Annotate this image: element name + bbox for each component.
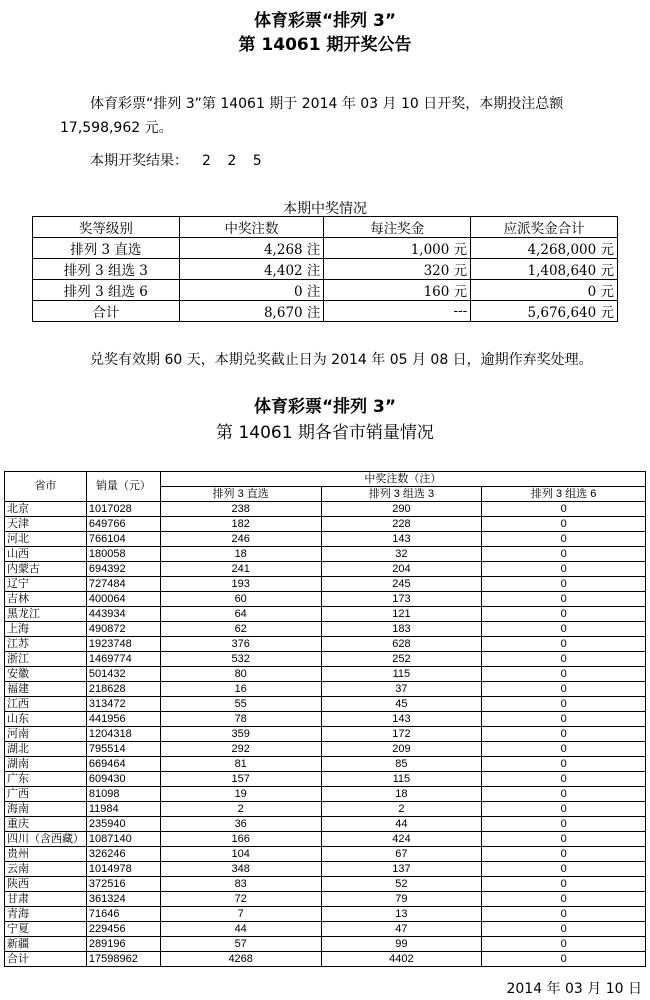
- table-row: [5, 817, 646, 832]
- table-cell: 安徽: [5, 667, 87, 682]
- header-sub-cell: 排列 3 直选: [160, 487, 321, 502]
- table-cell: 山东: [5, 712, 87, 727]
- table-cell: 52: [321, 877, 482, 892]
- table-cell: 81098: [86, 787, 160, 802]
- table-cell: 海南: [5, 802, 87, 817]
- table-cell: 0: [482, 757, 646, 772]
- table-cell: 694392: [86, 562, 160, 577]
- header-cell: 每注奖金: [324, 217, 471, 238]
- table-cell: 0: [482, 922, 646, 937]
- table-cell: 359: [160, 727, 321, 742]
- table-cell: 辽宁: [5, 577, 87, 592]
- table-cell: 81: [160, 757, 321, 772]
- table-cell: 64: [160, 607, 321, 622]
- table-cell: 贵州: [5, 847, 87, 862]
- table-row: [5, 712, 646, 727]
- table-cell: 246: [160, 532, 321, 547]
- table-cell: 204: [321, 562, 482, 577]
- table-cell: 2: [160, 802, 321, 817]
- table-cell: 13: [321, 907, 482, 922]
- closing-paragraph: 兑奖有效期 60 天，本期兑奖截止日为 2014 年 05 月 08 日，逾期作弃奖处理。: [90, 352, 593, 368]
- table-cell: 四川（含西藏）: [5, 832, 87, 847]
- table-cell: 72: [160, 892, 321, 907]
- table-cell: 172: [321, 727, 482, 742]
- table-cell: 福建: [5, 682, 87, 697]
- table-cell: 0: [482, 652, 646, 667]
- table-cell: 36: [160, 817, 321, 832]
- table-cell: 80: [160, 667, 321, 682]
- table-cell: 0: [482, 712, 646, 727]
- prize-table-caption: 本期中奖情况: [283, 201, 367, 217]
- table-cell: 天津: [5, 517, 87, 532]
- table-cell: 166: [160, 832, 321, 847]
- prize-table-cell: 合计: [33, 301, 180, 322]
- table-cell: 0: [482, 952, 646, 967]
- footer-date: 2014 年 03 月 10 日: [506, 981, 642, 997]
- table-cell: 0: [482, 607, 646, 622]
- table-row: [5, 697, 646, 712]
- table-row: [5, 892, 646, 907]
- table-cell: 501432: [86, 667, 160, 682]
- table-row: [5, 802, 646, 817]
- table-cell: 727484: [86, 577, 160, 592]
- table-cell: 235940: [86, 817, 160, 832]
- prize-table-cell: 排列 3 组选 6: [33, 280, 180, 301]
- table-cell: 重庆: [5, 817, 87, 832]
- table-cell: 0: [482, 682, 646, 697]
- table-row: [5, 877, 646, 892]
- table-cell: 甘肃: [5, 892, 87, 907]
- table-cell: 55: [160, 697, 321, 712]
- table-cell: 32: [321, 547, 482, 562]
- table-row: [5, 607, 646, 622]
- table-cell: 400064: [86, 592, 160, 607]
- table-cell: 44: [160, 922, 321, 937]
- table-row: [5, 517, 646, 532]
- table-cell: 180058: [86, 547, 160, 562]
- table-cell: 67: [321, 847, 482, 862]
- table-row: [5, 847, 646, 862]
- table-cell: 0: [482, 802, 646, 817]
- table-cell: 11984: [86, 802, 160, 817]
- table-row: [5, 832, 646, 847]
- prize-table-cell: 1,000 元: [324, 238, 471, 259]
- table-cell: 青海: [5, 907, 87, 922]
- table-cell: 山西: [5, 547, 87, 562]
- table-cell: 238: [160, 502, 321, 517]
- header-cell: 中奖注数: [179, 217, 324, 238]
- table-cell: 0: [482, 877, 646, 892]
- prize-table-row: [33, 238, 618, 259]
- prize-table-row: [33, 259, 618, 280]
- table-cell: 669464: [86, 757, 160, 772]
- table-cell: 2: [321, 802, 482, 817]
- table-cell: 0: [482, 637, 646, 652]
- prize-table: [32, 216, 618, 322]
- table-row: [5, 547, 646, 562]
- table-cell: 443934: [86, 607, 160, 622]
- table-cell: 广东: [5, 772, 87, 787]
- table-cell: 143: [321, 712, 482, 727]
- table-cell: 157: [160, 772, 321, 787]
- table-cell: 0: [482, 832, 646, 847]
- table-row: [5, 502, 646, 517]
- table-cell: 陕西: [5, 877, 87, 892]
- table-cell: 0: [482, 907, 646, 922]
- table-cell: 宁夏: [5, 922, 87, 937]
- table-cell: 湖北: [5, 742, 87, 757]
- table-cell: 229456: [86, 922, 160, 937]
- prize-table-row: [33, 280, 618, 301]
- table-row: [5, 937, 646, 952]
- header-sales: 销量（元）: [86, 472, 160, 502]
- table-cell: 137: [321, 862, 482, 877]
- table-cell: 0: [482, 772, 646, 787]
- table-cell: 609430: [86, 772, 160, 787]
- table-row: [5, 577, 646, 592]
- announcement-subtitle: 第 14061 期开奖公告: [238, 35, 412, 55]
- table-cell: 209: [321, 742, 482, 757]
- prize-table-cell: 5,676,640 元: [471, 301, 618, 322]
- table-cell: 0: [482, 817, 646, 832]
- table-cell: 218628: [86, 682, 160, 697]
- table-cell: 0: [482, 862, 646, 877]
- table-row: [5, 532, 646, 547]
- prize-table-cell: 4,268,000 元: [471, 238, 618, 259]
- table-cell: 37: [321, 682, 482, 697]
- table-cell: 新疆: [5, 937, 87, 952]
- table-cell: 121: [321, 607, 482, 622]
- table-row: [5, 757, 646, 772]
- prize-table-row: [33, 301, 618, 322]
- table-row: [5, 727, 646, 742]
- table-cell: 57: [160, 937, 321, 952]
- header-province: 省市: [5, 472, 87, 502]
- table-cell: 湖南: [5, 757, 87, 772]
- table-cell: 吉林: [5, 592, 87, 607]
- table-cell: 18: [160, 547, 321, 562]
- table-cell: 104: [160, 847, 321, 862]
- table-cell: 44: [321, 817, 482, 832]
- prize-table-cell: 排列 3 直选: [33, 238, 180, 259]
- prize-table-cell: 0 元: [471, 280, 618, 301]
- table-row: [5, 742, 646, 757]
- table-cell: 241: [160, 562, 321, 577]
- table-cell: 71646: [86, 907, 160, 922]
- table-cell: 0: [482, 622, 646, 637]
- table-row: [5, 562, 646, 577]
- table-cell: 47: [321, 922, 482, 937]
- table-cell: 78: [160, 712, 321, 727]
- table-cell: 193: [160, 577, 321, 592]
- prize-table-cell: 4,402 注: [179, 259, 324, 280]
- table-cell: 245: [321, 577, 482, 592]
- table-cell: 0: [482, 727, 646, 742]
- intro-paragraph: 体育彩票“排列 3”第 14061 期于 2014 年 03 月 10 日开奖，本期投注总额 17,598,962 元。: [60, 96, 564, 136]
- table-cell: 60: [160, 592, 321, 607]
- table-cell: 289196: [86, 937, 160, 952]
- sales-title: 体育彩票“排列 3”: [253, 397, 397, 417]
- table-cell: 83: [160, 877, 321, 892]
- header-sub-cell: 排列 3 组选 3: [321, 487, 482, 502]
- table-cell: 228: [321, 517, 482, 532]
- table-cell: 0: [482, 577, 646, 592]
- table-cell: 173: [321, 592, 482, 607]
- result-label: 本期开奖结果：: [90, 153, 188, 169]
- table-cell: 361324: [86, 892, 160, 907]
- table-cell: 628: [321, 637, 482, 652]
- table-cell: 0: [482, 742, 646, 757]
- table-cell: 河北: [5, 532, 87, 547]
- table-row: [5, 667, 646, 682]
- table-cell: 0: [482, 892, 646, 907]
- table-row: [5, 592, 646, 607]
- table-cell: 江苏: [5, 637, 87, 652]
- table-cell: 北京: [5, 502, 87, 517]
- header-wins: 中奖注数（注）: [160, 472, 645, 487]
- table-cell: 85: [321, 757, 482, 772]
- table-cell: 0: [482, 532, 646, 547]
- table-cell: 1014978: [86, 862, 160, 877]
- table-row: [5, 652, 646, 667]
- table-cell: 45: [321, 697, 482, 712]
- table-cell: 326246: [86, 847, 160, 862]
- table-cell: 441956: [86, 712, 160, 727]
- table-cell: 348: [160, 862, 321, 877]
- table-cell: 372516: [86, 877, 160, 892]
- table-cell: 云南: [5, 862, 87, 877]
- prize-table-cell: 4,268 注: [179, 238, 324, 259]
- table-cell: 18: [321, 787, 482, 802]
- table-cell: 17598962: [86, 952, 160, 967]
- table-cell: 649766: [86, 517, 160, 532]
- table-cell: 532: [160, 652, 321, 667]
- table-cell: 182: [160, 517, 321, 532]
- table-cell: 292: [160, 742, 321, 757]
- table-cell: 290: [321, 502, 482, 517]
- result-numbers: 2 2 5: [202, 153, 268, 169]
- table-cell: 0: [482, 517, 646, 532]
- table-cell: 143: [321, 532, 482, 547]
- prize-table-cell: 0 注: [179, 280, 324, 301]
- table-row: [5, 622, 646, 637]
- table-cell: 4402: [321, 952, 482, 967]
- header-sub-cell: 排列 3 组选 6: [482, 487, 646, 502]
- table-cell: 79: [321, 892, 482, 907]
- table-cell: 0: [482, 562, 646, 577]
- table-cell: 0: [482, 502, 646, 517]
- prize-table-cell: 320 元: [324, 259, 471, 280]
- table-cell: 252: [321, 652, 482, 667]
- draw-result: [90, 150, 268, 170]
- table-cell: 0: [482, 697, 646, 712]
- table-cell: 黑龙江: [5, 607, 87, 622]
- table-cell: 16: [160, 682, 321, 697]
- table-cell: 0: [482, 547, 646, 562]
- table-cell: 62: [160, 622, 321, 637]
- table-cell: 0: [482, 847, 646, 862]
- table-cell: 4268: [160, 952, 321, 967]
- announcement-title: 体育彩票“排列 3”: [253, 11, 397, 31]
- table-row: [5, 637, 646, 652]
- table-row: [5, 772, 646, 787]
- table-cell: 1469774: [86, 652, 160, 667]
- prize-table-cell: 160 元: [324, 280, 471, 301]
- table-cell: 0: [482, 592, 646, 607]
- table-row: [5, 907, 646, 922]
- table-cell: 1017028: [86, 502, 160, 517]
- table-cell: 广西: [5, 787, 87, 802]
- table-cell: 183: [321, 622, 482, 637]
- table-row: [5, 682, 646, 697]
- table-cell: 115: [321, 772, 482, 787]
- table-cell: 1923748: [86, 637, 160, 652]
- table-cell: 内蒙古: [5, 562, 87, 577]
- table-cell: 江西: [5, 697, 87, 712]
- prize-table-header: [33, 217, 618, 238]
- table-row: [5, 922, 646, 937]
- prize-table-cell: 1,408,640 元: [471, 259, 618, 280]
- table-cell: 0: [482, 937, 646, 952]
- header-cell: 应派奖金合计: [471, 217, 618, 238]
- table-cell: 115: [321, 667, 482, 682]
- table-cell: 7: [160, 907, 321, 922]
- sales-table: [4, 471, 646, 967]
- table-cell: 1087140: [86, 832, 160, 847]
- prize-table-cell: 8,670 注: [179, 301, 324, 322]
- table-cell: 0: [482, 667, 646, 682]
- table-row: [5, 862, 646, 877]
- table-cell: 浙江: [5, 652, 87, 667]
- table-cell: 0: [482, 787, 646, 802]
- table-cell: 1204318: [86, 727, 160, 742]
- header-cell: 奖等级别: [33, 217, 180, 238]
- table-cell: 河南: [5, 727, 87, 742]
- table-row: [5, 787, 646, 802]
- sales-header-row: [5, 472, 646, 487]
- prize-table-cell: ---: [324, 301, 471, 322]
- table-cell: 99: [321, 937, 482, 952]
- table-cell: 766104: [86, 532, 160, 547]
- table-cell: 376: [160, 637, 321, 652]
- table-cell: 上海: [5, 622, 87, 637]
- table-row: [5, 952, 646, 967]
- table-cell: 424: [321, 832, 482, 847]
- prize-table-cell: 排列 3 组选 3: [33, 259, 180, 280]
- table-cell: 490872: [86, 622, 160, 637]
- table-cell: 合计: [5, 952, 87, 967]
- table-cell: 313472: [86, 697, 160, 712]
- table-cell: 795514: [86, 742, 160, 757]
- table-cell: 19: [160, 787, 321, 802]
- sales-subtitle: 第 14061 期各省市销量情况: [216, 423, 434, 443]
